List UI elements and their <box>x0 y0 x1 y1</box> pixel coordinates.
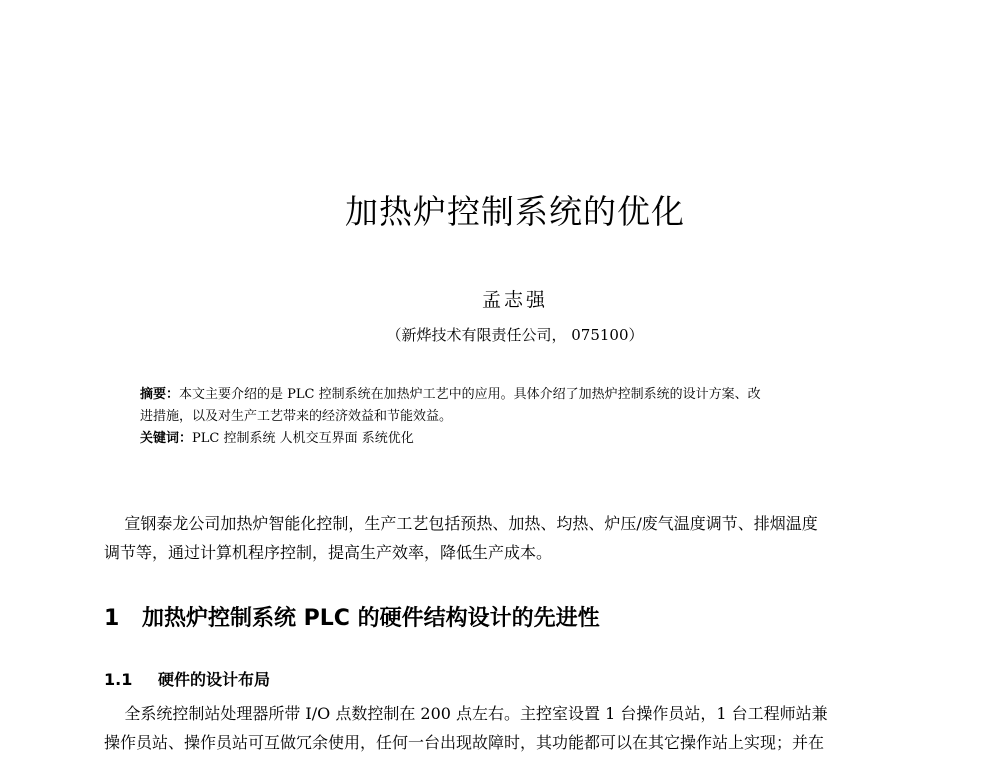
paper-title: 加热炉控制系统的优化 <box>345 192 685 231</box>
keywords-text: PLC 控制系统 人机交互界面 系统优化 <box>192 431 414 446</box>
section-1-1-number: 1.1 <box>104 670 133 689</box>
section-1-1-line-1: 全系统控制站处理器所带 I/O 点数控制在 200 点左右。主控室设置 1 台操作员站，1 台工程师站兼 <box>104 704 828 723</box>
abstract-text-1: 本文主要介绍的是 PLC 控制系统在加热炉工艺中的应用。具体介绍了加热炉控制系统的设计方案、改 <box>179 387 761 402</box>
section-1-1-line-2: 操作员站、操作员站可互做冗余使用，任何一台出现故障时，其功能都可以在其它操作站上实现；并在 <box>104 733 825 752</box>
section-1-heading <box>104 601 600 632</box>
section-1-title: 加热炉控制系统 PLC 的硬件结构设计的先进性 <box>142 606 600 631</box>
intro-line-1: 宣钢泰龙公司加热炉智能化控制，生产工艺包括预热、加热、均热、炉压/废气温度调节、排烟温度 <box>104 514 818 533</box>
keywords-label: 关键词： <box>140 431 193 446</box>
keywords-line <box>140 428 900 450</box>
abstract-line-2: 进措施，以及对生产工艺带来的经济效益和节能效益。 <box>140 409 453 424</box>
section-1-1-paragraph <box>104 699 924 757</box>
section-1-number: 1 <box>104 606 120 631</box>
section-1-1-heading <box>104 667 270 690</box>
intro-line-2: 调节等，通过计算机程序控制，提高生产效率，降低生产成本。 <box>104 543 553 562</box>
abstract-label: 摘要： <box>140 387 180 402</box>
author-affiliation: （新烨技术有限责任公司， 075100） <box>386 326 644 344</box>
author-name: 孟志强 <box>481 289 548 311</box>
section-1-1-title: 硬件的设计布局 <box>158 670 271 689</box>
abstract-line-1 <box>140 384 900 406</box>
intro-paragraph <box>104 509 924 567</box>
abstract-block <box>140 384 900 450</box>
